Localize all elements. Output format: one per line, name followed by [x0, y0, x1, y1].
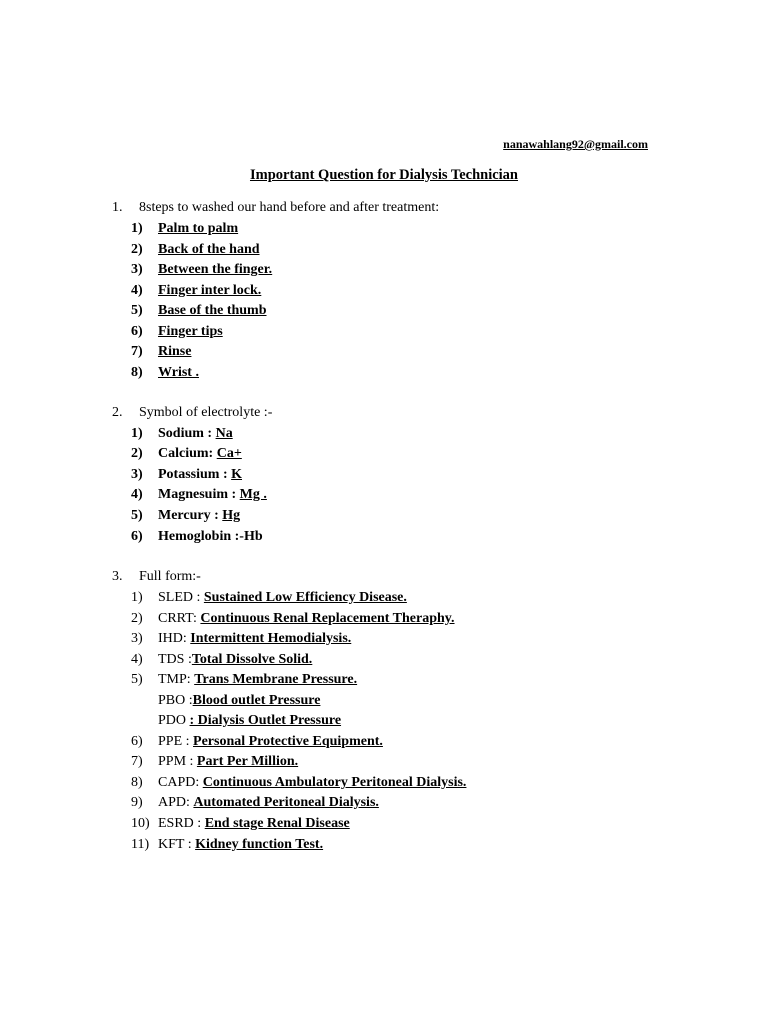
element-symbol: Mg .: [239, 487, 267, 502]
full-form: Blood outlet Pressure: [192, 693, 321, 708]
element-symbol: K: [231, 467, 243, 482]
item-number: 2): [131, 611, 143, 626]
item-text: Between the finger.: [158, 262, 273, 277]
item-number: 5): [131, 303, 143, 318]
abbreviation: CRRT:: [158, 611, 201, 626]
element-symbol: Hg: [222, 508, 241, 523]
full-form: Automated Peritoneal Dialysis.: [193, 795, 379, 810]
question-number: 1.: [112, 200, 123, 215]
item-number: 1): [131, 221, 143, 236]
abbreviation: TDS :: [158, 652, 192, 667]
item-text: Rinse: [158, 344, 192, 359]
item-number: 4): [131, 487, 143, 502]
element-name: Sodium :: [158, 426, 216, 441]
item-text: Wrist .: [158, 365, 199, 380]
abbreviation: TMP:: [158, 672, 195, 687]
item-number: 1): [131, 426, 143, 441]
abbreviation: KFT :: [158, 837, 196, 852]
full-form: Total Dissolve Solid.: [191, 652, 313, 667]
full-form: Part Per Million.: [196, 754, 299, 769]
question-text: Full form:-: [139, 569, 201, 584]
item-number: 5): [131, 508, 143, 523]
element-name: Mercury :: [158, 508, 223, 523]
full-form: Trans Membrane Pressure.: [194, 672, 358, 687]
item-number: 5): [131, 672, 143, 687]
item-number: 6): [131, 734, 143, 749]
item-number: 1): [131, 590, 143, 605]
item-number: 4): [131, 652, 143, 667]
item-text: Finger inter lock.: [158, 283, 262, 298]
full-form: End stage Renal Disease: [204, 816, 350, 831]
item-text: Base of the thumb: [158, 303, 267, 318]
item-number: 3): [131, 467, 143, 482]
item-number: 7): [131, 344, 143, 359]
full-form: : Dialysis Outlet Pressure: [189, 713, 342, 728]
element-symbol: Na: [215, 426, 233, 441]
abbreviation: PDO: [158, 713, 190, 728]
full-form: Personal Protective Equipment.: [193, 734, 383, 749]
element-name: Hemoglobin :-Hb: [158, 529, 263, 544]
question-text: Symbol of electrolyte :-: [139, 405, 273, 420]
full-form: Intermittent Hemodialysis.: [190, 631, 352, 646]
element-name: Calcium:: [158, 446, 217, 461]
item-number: 8): [131, 365, 143, 380]
abbreviation: CAPD:: [158, 775, 203, 790]
question-number: 2.: [112, 405, 123, 420]
full-form: Sustained Low Efficiency Disease.: [203, 590, 407, 605]
abbreviation: APD:: [158, 795, 194, 810]
item-number: 6): [131, 529, 143, 544]
item-number: 2): [131, 446, 143, 461]
question-number: 3.: [112, 569, 123, 584]
item-text: Finger tips: [158, 324, 223, 339]
element-name: Magnesuim :: [158, 487, 240, 502]
abbreviation: IHD:: [158, 631, 191, 646]
abbreviation: SLED :: [158, 590, 204, 605]
item-number: 11): [131, 837, 150, 852]
abbreviation: ESRD :: [158, 816, 205, 831]
item-text: Palm to palm: [158, 221, 239, 236]
item-number: 4): [131, 283, 143, 298]
item-number: 6): [131, 324, 143, 339]
full-form: Kidney function Test.: [195, 837, 324, 852]
question-text: 8steps to washed our hand before and after treatment:: [139, 200, 440, 215]
item-number: 10): [131, 816, 150, 831]
author-email: nanawahlang92@gmail.com: [503, 137, 648, 151]
element-symbol: Ca+: [216, 446, 242, 461]
element-name: Potassium :: [158, 467, 232, 482]
item-number: 3): [131, 631, 143, 646]
abbreviation: PBO :: [158, 693, 193, 708]
item-number: 2): [131, 242, 143, 257]
item-number: 7): [131, 754, 143, 769]
item-number: 9): [131, 795, 143, 810]
page-title: Important Question for Dialysis Technician: [249, 167, 519, 183]
item-number: 8): [131, 775, 143, 790]
abbreviation: PPM :: [158, 754, 197, 769]
full-form: Continuous Ambulatory Peritoneal Dialysis.: [202, 775, 467, 790]
full-form: Continuous Renal Replacement Theraphy.: [200, 611, 455, 626]
item-text: Back of the hand: [158, 242, 260, 257]
item-number: 3): [131, 262, 143, 277]
abbreviation: PPE :: [158, 734, 194, 749]
